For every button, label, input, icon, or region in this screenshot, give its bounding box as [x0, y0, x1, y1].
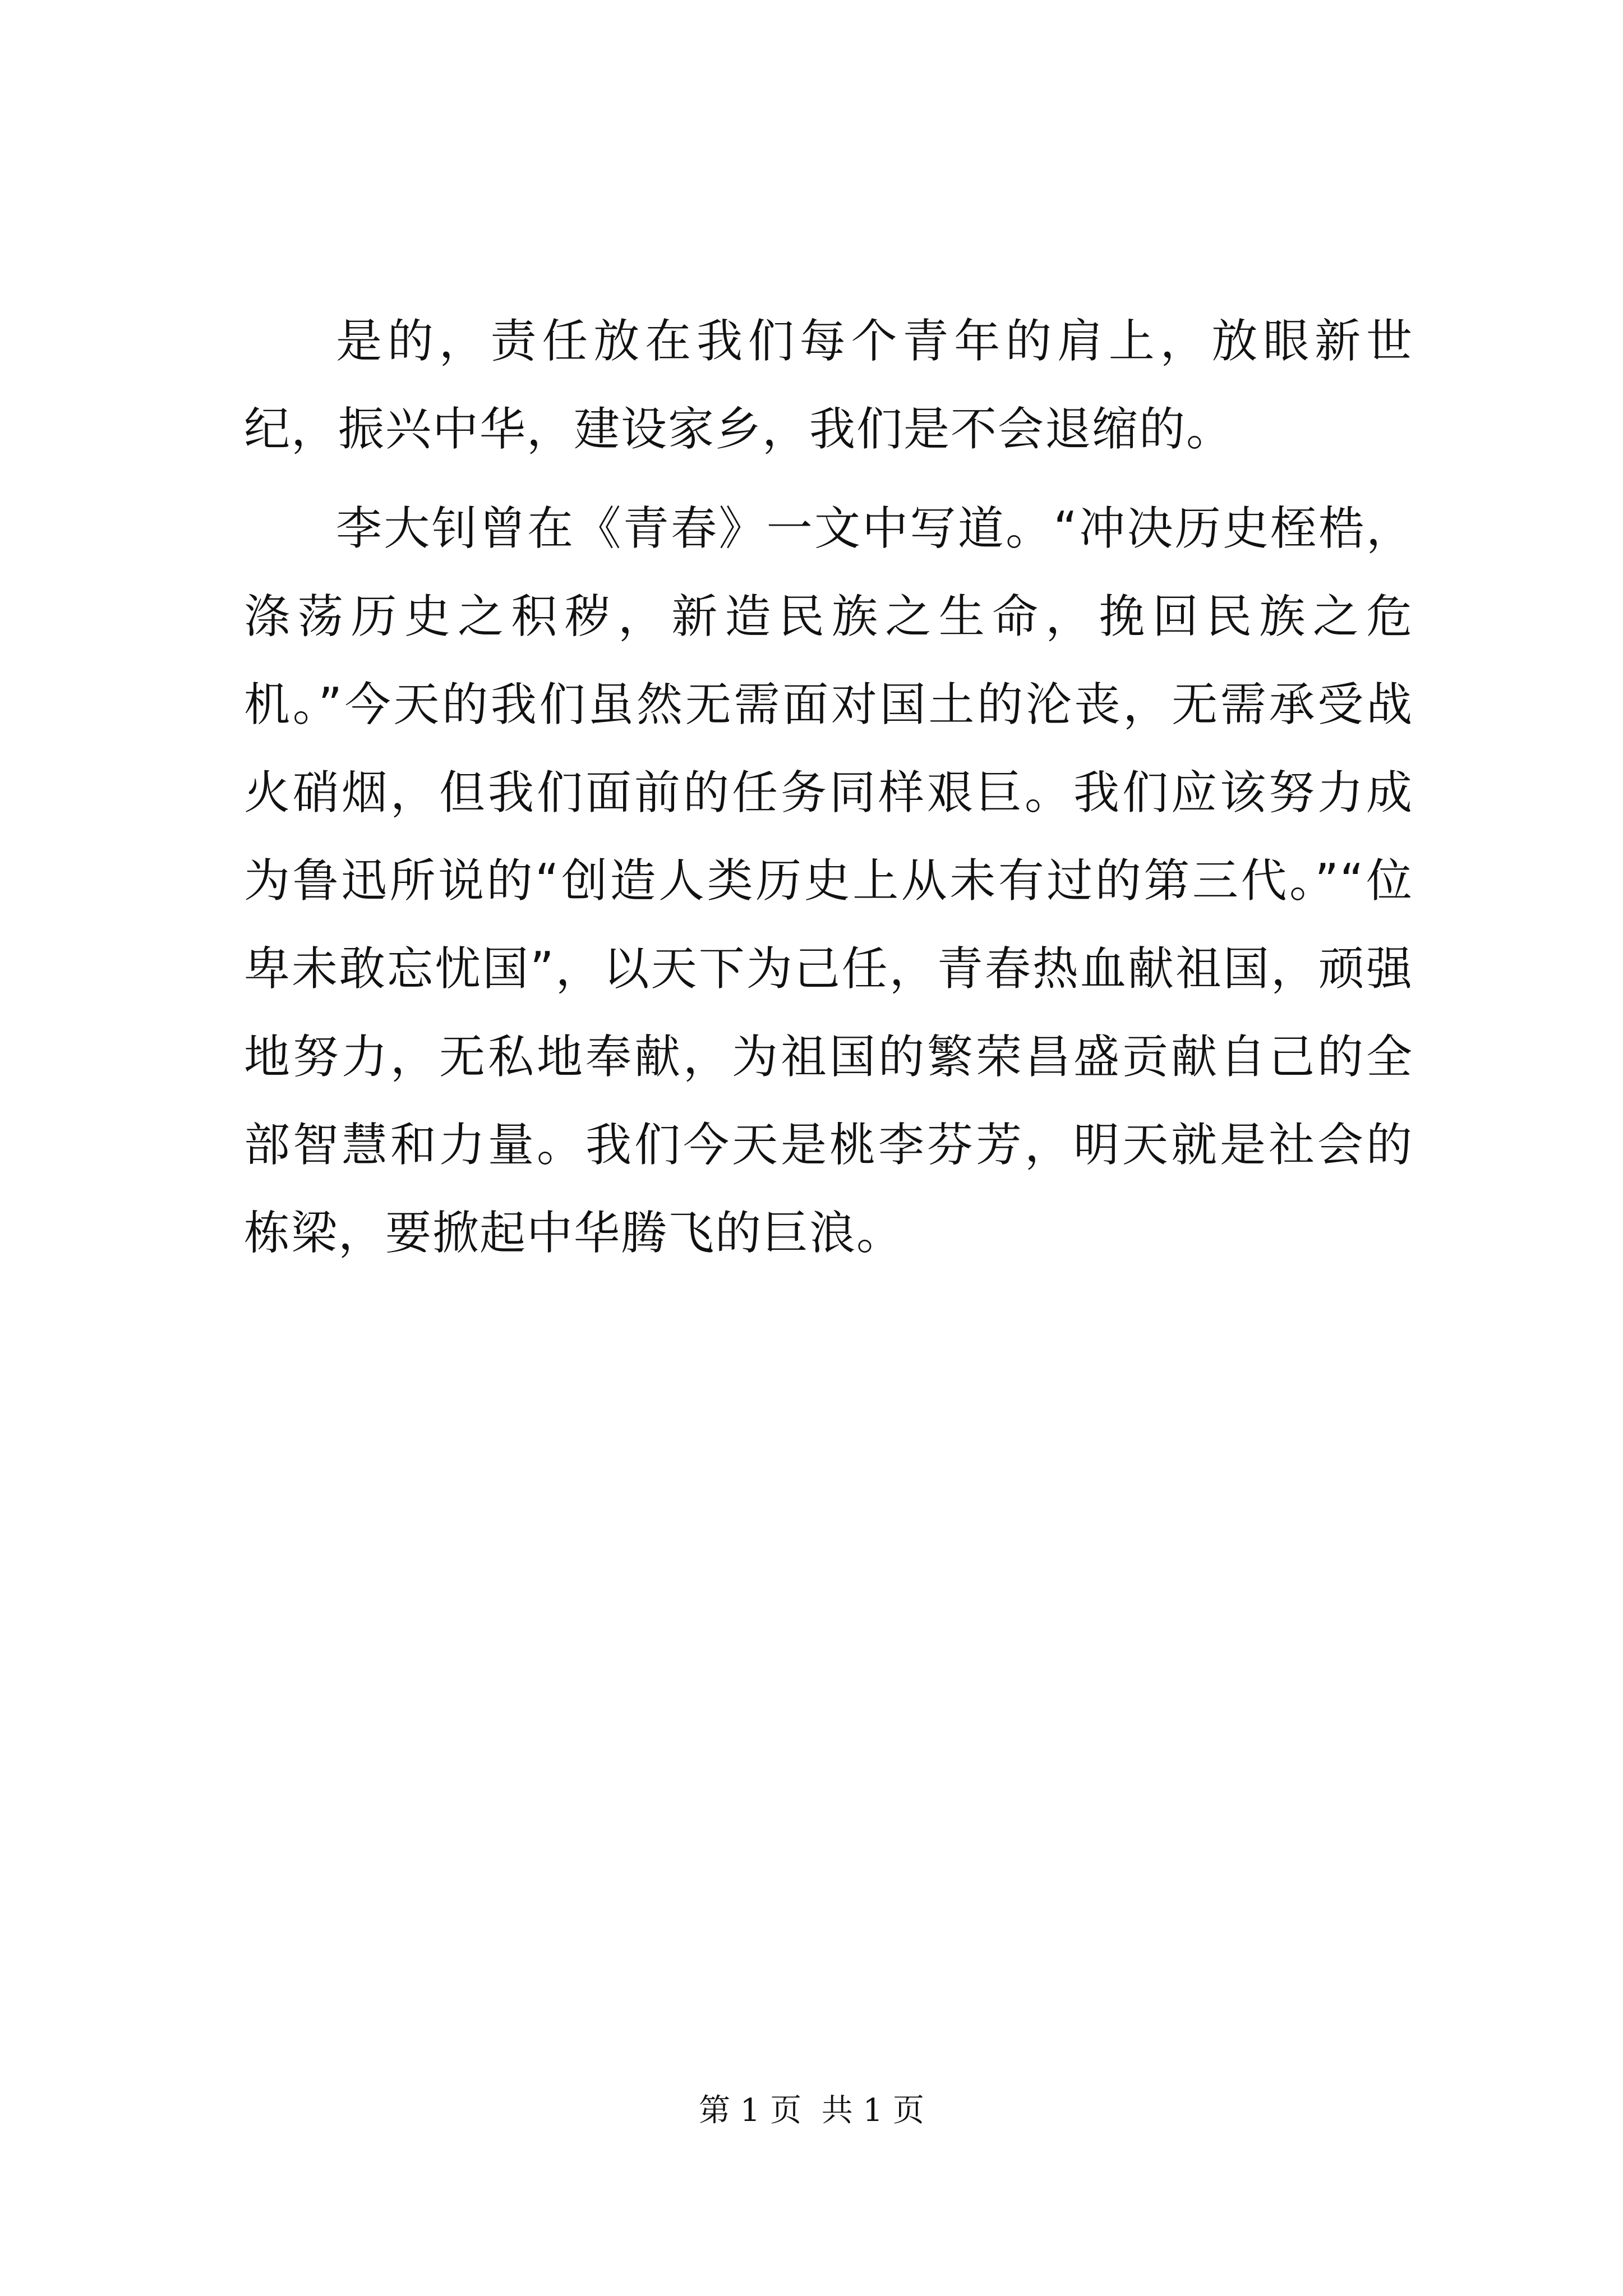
page-number-footer: 第 1 页 共 1 页 [698, 2092, 925, 2129]
paragraph-li-dazhao-quote: 李大钊曾在《青春》一文中写道。“冲决历史桎梏，涤荡历史之积秽，新造民族之生命，挽回民族之危机。”今天的我们虽然无需面对国土的沦丧，无需承受战火硝烟，但我们面前的任务同样艰巨。我们应该努力成为鲁迅所说的“创造人类历史上从未有过的第三代。”“位卑未敢忘忧国”，以天下为己任，青春热血献祖国，顽强地努力，无私地奉献，为祖国的繁荣昌盛贡献自己的全部智慧和力量。我们今天是桃李芬芳，明天就是社会的栋梁，要掀起中华腾飞的巨浪。 [244, 502, 1413, 1260]
document-body [244, 297, 1413, 1289]
paragraph-responsibility: 是的，责任放在我们每个青年的肩上，放眼新世纪，振兴中华，建设家乡，我们是不会退缩的。 [244, 315, 1413, 456]
